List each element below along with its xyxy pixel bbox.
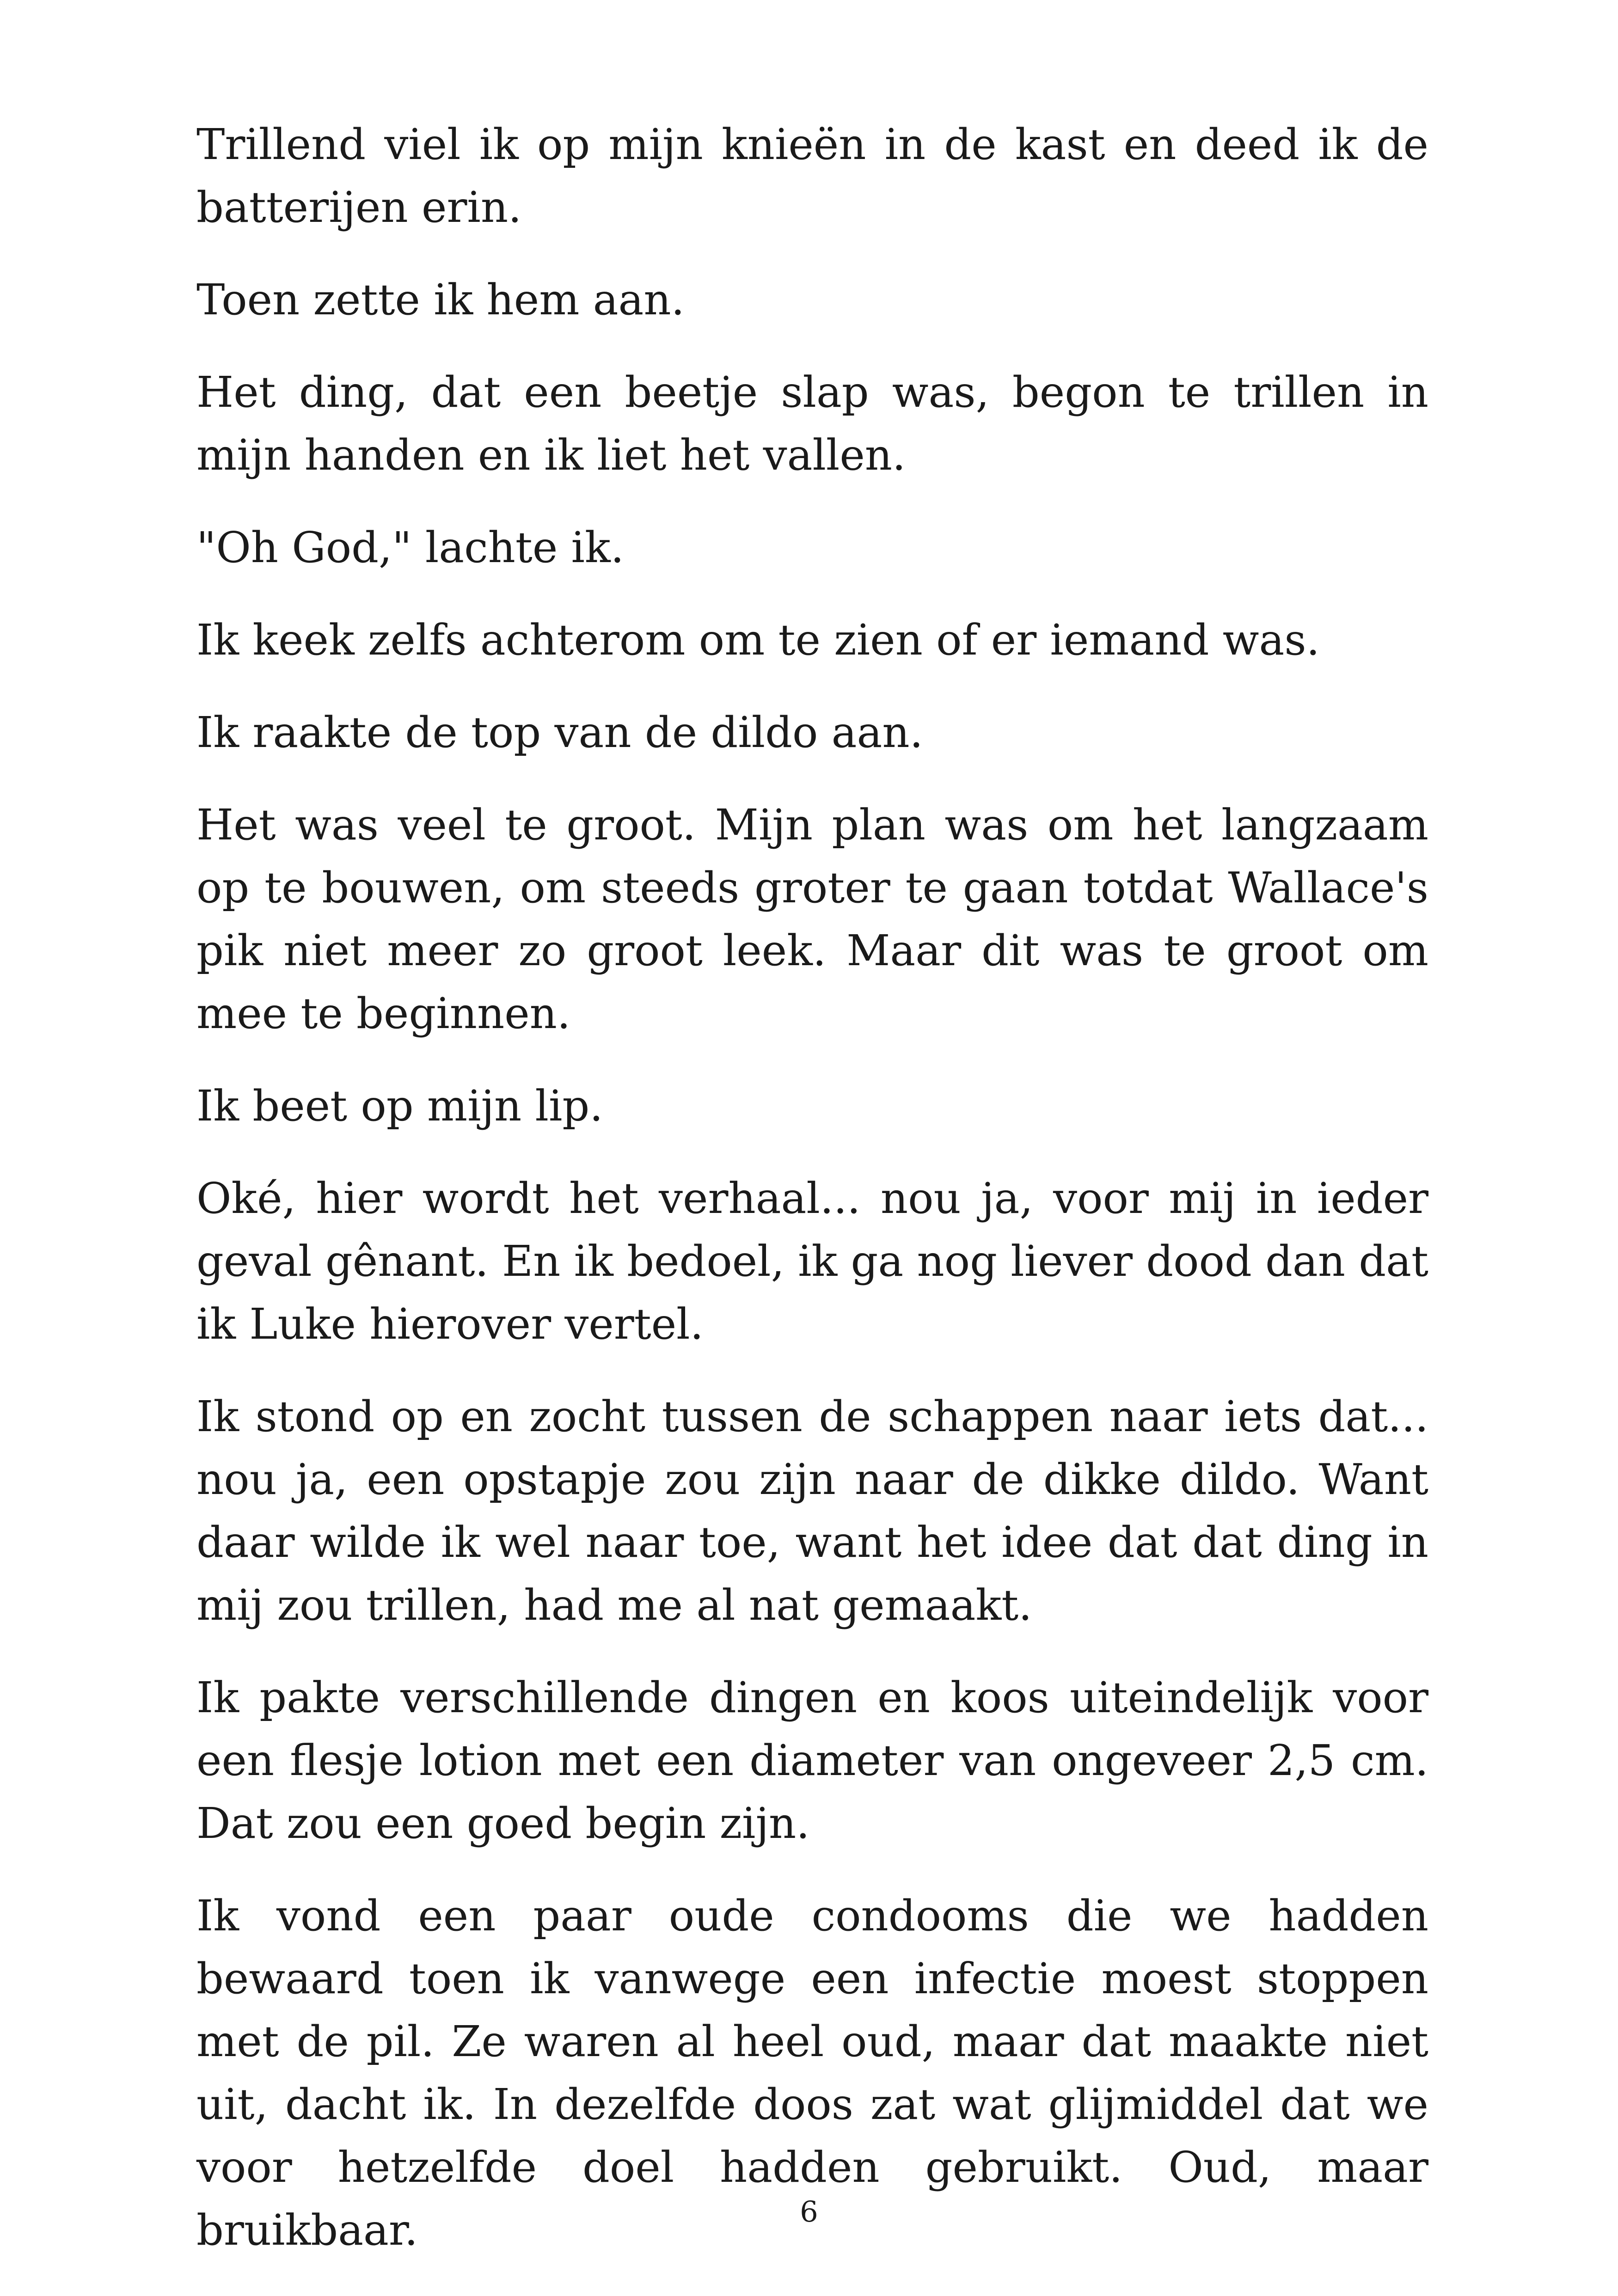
body-text	[196, 113, 1428, 2262]
paragraph: Het ding, dat een beetje slap was, begon te trillen in mijn handen en ik liet het vallen.	[196, 367, 1428, 480]
paragraph: Toen zette ik hem aan.	[196, 275, 685, 325]
paragraph: Ik pakte verschillende dingen en koos uiteindelijk voor een flesje lotion met een diameter van ongeveer 2,5 cm. Dat zou een goed begin zijn.	[196, 1673, 1428, 1848]
paragraph: Ik beet op mijn lip.	[196, 1081, 603, 1131]
paragraph: Ik raakte de top van de dildo aan.	[196, 708, 923, 757]
page-number: 6	[800, 2195, 818, 2229]
paragraph: Trillend viel ik op mijn knieën in de kast en deed ik de batterijen erin.	[196, 120, 1428, 232]
paragraph: Het was veel te groot. Mijn plan was om het langzaam op te bouwen, om steeds groter te gaan totdat Wallace's pik niet meer zo groot leek. Maar dit was te groot om mee te beginnen.	[196, 800, 1428, 1038]
paragraph: Ik vond een paar oude condooms die we hadden bewaard toen ik vanwege een infectie moest stoppen met de pil. Ze waren al heel oud, maar dat maakte niet uit, dacht ik. In dezelfde doos zat wat glijmiddel dat we voor hetzelfde doel hadden gebruikt. Oud, maar bruikbaar.	[196, 1891, 1428, 2255]
paragraph: Oké, hier wordt het verhaal... nou ja, voor mij in ieder geval gênant. En ik bedoel, ik ga nog liever dood dan dat ik Luke hierover vertel.	[196, 1174, 1428, 1349]
paragraph: "Oh God," lachte ik.	[196, 523, 624, 572]
paragraph: Ik stond op en zocht tussen de schappen naar iets dat... nou ja, een opstapje zou zijn naar de dikke dildo. Want daar wilde ik wel naar toe, want het idee dat dat ding in mij zou trillen, had me al nat gemaakt.	[196, 1392, 1428, 1630]
paragraph: Ik keek zelfs achterom om te zien of er iemand was.	[196, 615, 1320, 665]
